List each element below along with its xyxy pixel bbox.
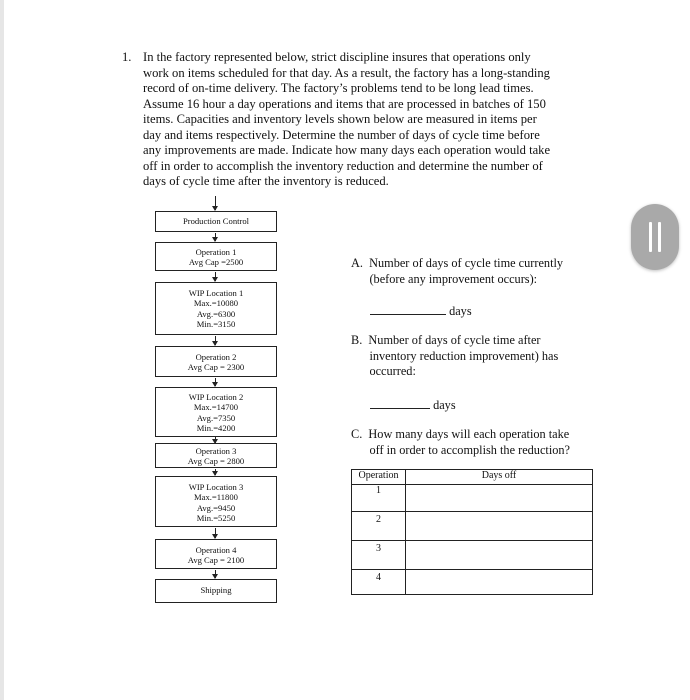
question-line: any improvements are made. Indicate how many days each operation would take — [143, 143, 551, 158]
operation-cell: 3 — [352, 541, 406, 570]
op1-title: Operation 1 — [195, 247, 237, 257]
grip-icon — [658, 222, 661, 252]
days-off-cell[interactable] — [406, 512, 593, 541]
wip1-avg: Avg.=6300 — [196, 308, 236, 319]
wip-location-1-box — [155, 282, 277, 335]
question-line: day and items respectively. Determine the number of days of cycle time before — [143, 127, 540, 142]
wip3-title: WIP Location 3 — [188, 482, 244, 492]
question-text — [143, 50, 595, 190]
wip1-title: WIP Location 1 — [188, 288, 244, 298]
shipping-box — [155, 579, 277, 603]
op2-capacity: Avg Cap = 2300 — [187, 362, 245, 373]
table-header-row — [352, 470, 593, 485]
wip3-max: Max.=11800 — [194, 492, 238, 503]
op4-capacity: Avg Cap = 2100 — [187, 555, 245, 566]
wip2-max: Max.=14700 — [193, 402, 239, 413]
part-c-line: off in order to accomplish the reduction? — [351, 442, 571, 457]
part-b-unit: days — [433, 398, 456, 412]
grip-icon — [649, 222, 652, 252]
operation-3-box — [155, 443, 277, 468]
wip2-title: WIP Location 2 — [188, 392, 244, 402]
days-off-cell[interactable] — [406, 541, 593, 570]
flow-arrow — [215, 378, 216, 386]
days-off-table — [351, 469, 593, 595]
wip3-min: Min.=5250 — [196, 513, 236, 524]
part-b-line: B. Number of days of cycle time after — [351, 333, 541, 347]
shipping-label: Shipping — [200, 585, 232, 595]
part-a-question — [351, 256, 563, 287]
question-line: work on items scheduled for that day. As a result, the factory has a long-standing — [143, 65, 550, 80]
table-row — [352, 541, 593, 570]
operation-1-box — [155, 242, 277, 271]
question-line: days of cycle time after the inventory is reduced. — [143, 174, 389, 189]
wip2-min: Min.=4200 — [196, 423, 236, 434]
part-b-answer-blank[interactable] — [370, 396, 430, 409]
page-edge — [0, 0, 4, 700]
scroll-handle[interactable] — [631, 204, 679, 270]
flow-arrow — [215, 469, 216, 475]
question-line: Assume 16 hour a day operations and items that are processed in batches of 150 — [143, 96, 546, 111]
production-control-box — [155, 211, 277, 232]
op2-title: Operation 2 — [195, 352, 237, 362]
flow-arrow — [215, 336, 216, 345]
part-b-line: occurred: — [351, 364, 416, 378]
header-days-off: Days off — [406, 470, 593, 485]
production-control-label: Production Control — [182, 216, 250, 226]
wip-location-3-box — [155, 476, 277, 527]
wip2-avg: Avg.=7350 — [196, 412, 236, 423]
question-line: In the factory represented below, strict discipline insures that operations only — [143, 50, 531, 64]
table-row — [352, 570, 593, 595]
operation-cell: 2 — [352, 512, 406, 541]
part-b-question — [351, 333, 558, 380]
days-off-cell[interactable] — [406, 570, 593, 595]
part-b-answer — [370, 396, 456, 413]
part-c-question — [351, 427, 570, 458]
op4-title: Operation 4 — [195, 545, 237, 555]
wip-location-2-box — [155, 387, 277, 437]
part-a-answer — [370, 302, 472, 319]
wip1-min: Min.=3150 — [196, 319, 236, 330]
op3-capacity: Avg Cap = 2800 — [187, 456, 245, 467]
part-a-line: A. Number of days of cycle time currently — [351, 256, 564, 270]
part-c-line: C. How many days will each operation take — [351, 427, 570, 441]
flow-arrow — [215, 272, 216, 281]
op1-capacity: Avg Cap =2500 — [188, 257, 244, 268]
flow-arrow — [215, 528, 216, 538]
wip1-max: Max.=10080 — [193, 298, 239, 309]
question-line: record of on-time delivery. The factory’s problems tend to be long lead times. — [143, 81, 534, 96]
part-a-unit: days — [449, 304, 472, 318]
operation-2-box — [155, 346, 277, 377]
part-a-line: (before any improvement occurs): — [351, 271, 538, 286]
flow-arrow — [215, 196, 216, 210]
question-number: 1. — [122, 50, 132, 64]
operation-cell: 1 — [352, 485, 406, 512]
wip3-avg: Avg.=9450 — [196, 502, 236, 513]
flow-arrow — [215, 233, 216, 241]
header-operation: Operation — [352, 470, 406, 485]
question-line: off in order to accomplish the inventory reduction and determine the number of — [143, 158, 543, 173]
flow-arrow — [215, 570, 216, 578]
operation-cell: 4 — [352, 570, 406, 595]
table-row — [352, 512, 593, 541]
question-line: items. Capacities and inventory levels shown below are measured in items per — [143, 112, 537, 127]
part-a-answer-blank[interactable] — [370, 302, 446, 315]
operation-4-box — [155, 539, 277, 569]
table-row — [352, 485, 593, 512]
part-b-line: inventory reduction improvement) has — [351, 348, 559, 363]
days-off-cell[interactable] — [406, 485, 593, 512]
op3-title: Operation 3 — [195, 446, 237, 456]
